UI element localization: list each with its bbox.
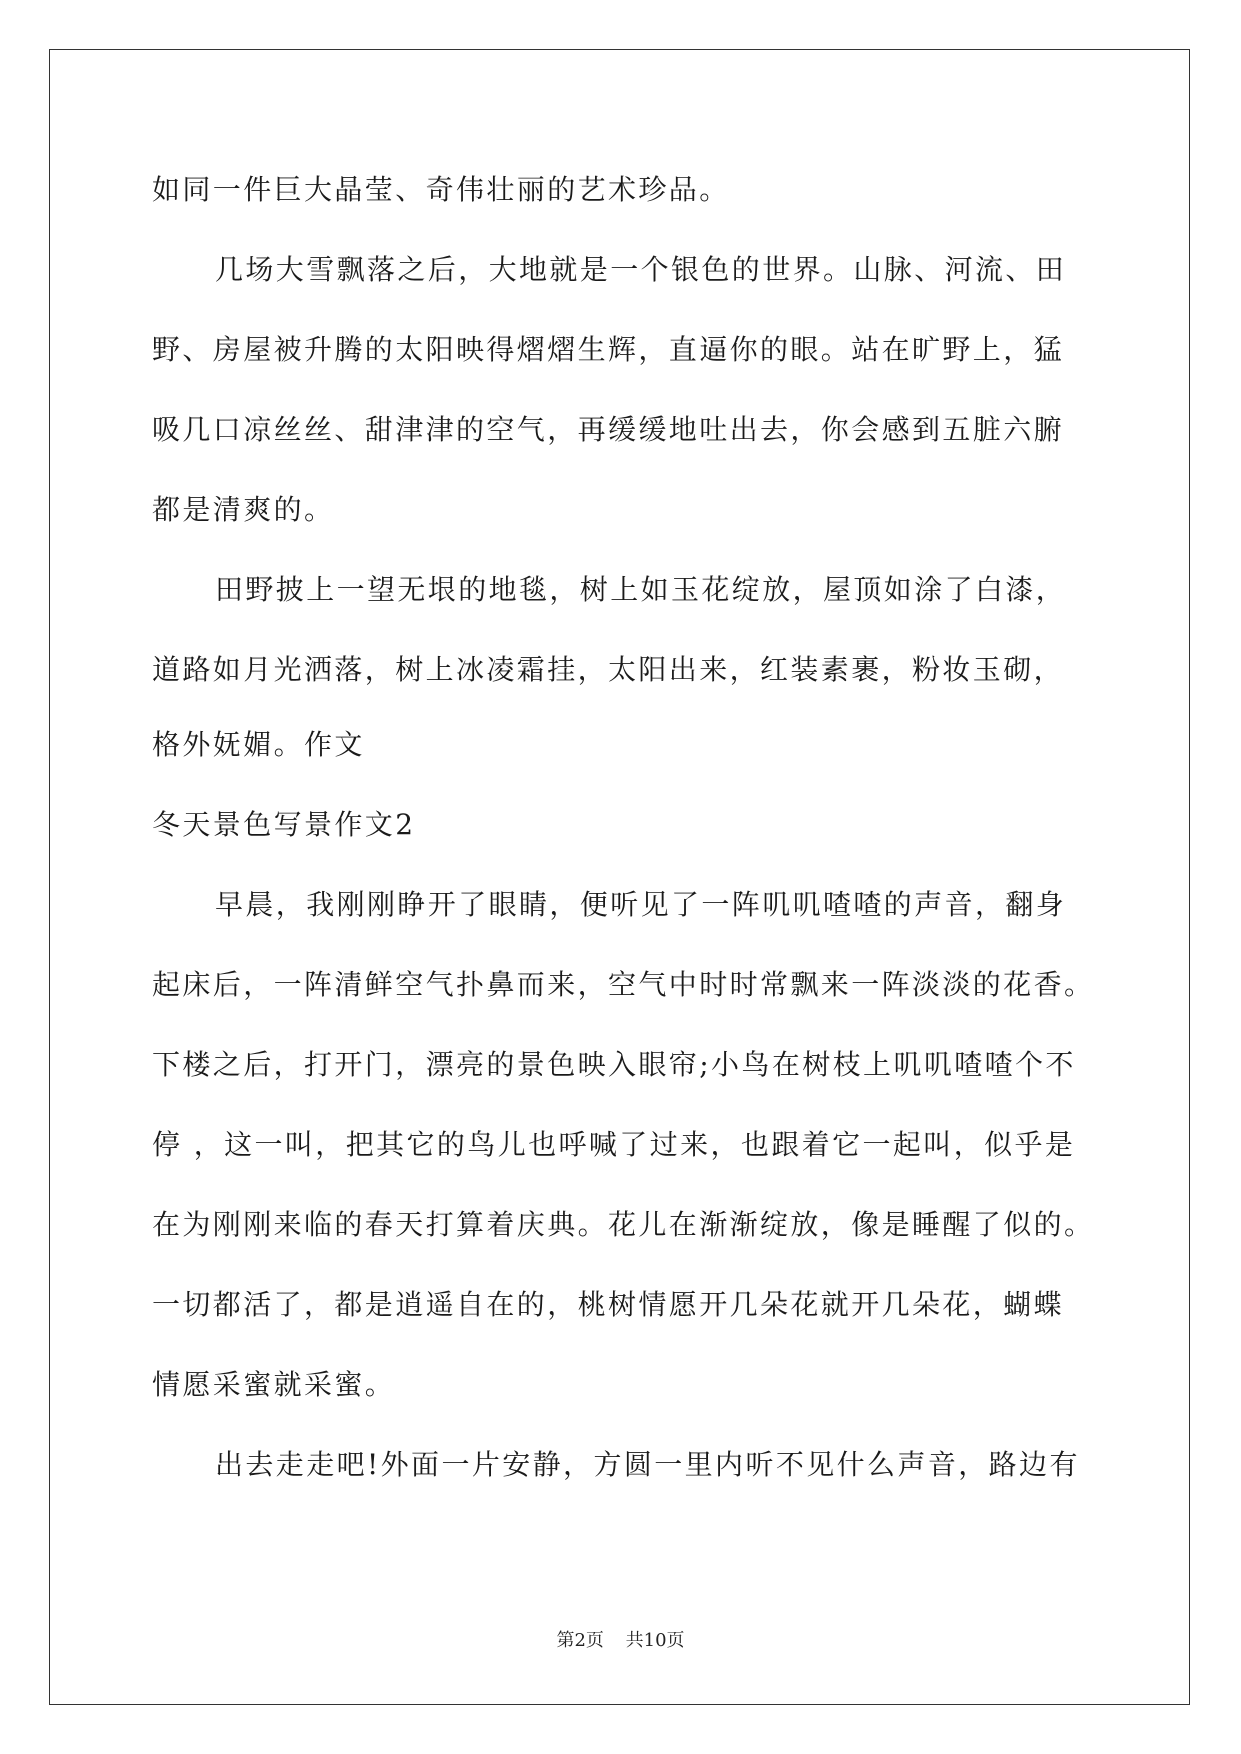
text-line-4: 吸几口凉丝丝、甜津津的空气，再缓缓地吐出去，你会感到五脏六腑 xyxy=(152,413,1065,446)
text-line-14: 在为刚刚来临的春天打算着庆典。花儿在渐渐绽放，像是睡醒了似的。 xyxy=(152,1208,1095,1241)
text-line-8: 格外妩媚。作文 xyxy=(152,728,365,761)
text-line-15: 一切都活了，都是逍遥自在的，桃树情愿开几朵花就开几朵花，蝴蝶 xyxy=(152,1288,1065,1321)
text-line-12: 下楼之后，打开门，漂亮的景色映入眼帘;小鸟在树枝上叽叽喳喳个不 xyxy=(152,1048,1076,1081)
text-line-5: 都是清爽的。 xyxy=(152,493,335,526)
text-line-3: 野、房屋被升腾的太阳映得熠熠生辉，直逼你的眼。站在旷野上，猛 xyxy=(152,333,1065,366)
paragraph-start: 出去走走吧!外面一片安静，方圆一里内听不见什么声音，路边有 xyxy=(215,1448,1080,1481)
section-heading: 冬天景色写景作文2 xyxy=(152,808,416,841)
text-line-1: 如同一件巨大晶莹、奇伟壮丽的艺术珍品。 xyxy=(152,173,730,206)
page-number: 第2页 xyxy=(556,1630,604,1651)
page-total: 共10页 xyxy=(625,1630,685,1651)
paragraph-start: 几场大雪飘落之后，大地就是一个银色的世界。山脉、河流、田 xyxy=(215,253,1067,286)
text-line-11: 起床后，一阵清鲜空气扑鼻而来，空气中时时常飘来一阵淡淡的花香。 xyxy=(152,968,1095,1001)
page-footer xyxy=(0,1629,1241,1653)
text-line-16: 情愿采蜜就采蜜。 xyxy=(152,1368,396,1401)
text-line-7: 道路如月光洒落，树上冰凌霜挂，太阳出来，红装素裹，粉妆玉砌， xyxy=(152,653,1065,686)
paragraph-start: 田野披上一望无垠的地毯，树上如玉花绽放，屋顶如涂了白漆， xyxy=(215,573,1067,606)
paragraph-start: 早晨，我刚刚睁开了眼睛，便听见了一阵叽叽喳喳的声音，翻身 xyxy=(215,888,1067,921)
text-line-13: 停 ，这一叫，把其它的鸟儿也呼喊了过来，也跟着它一起叫，似乎是 xyxy=(152,1128,1076,1161)
